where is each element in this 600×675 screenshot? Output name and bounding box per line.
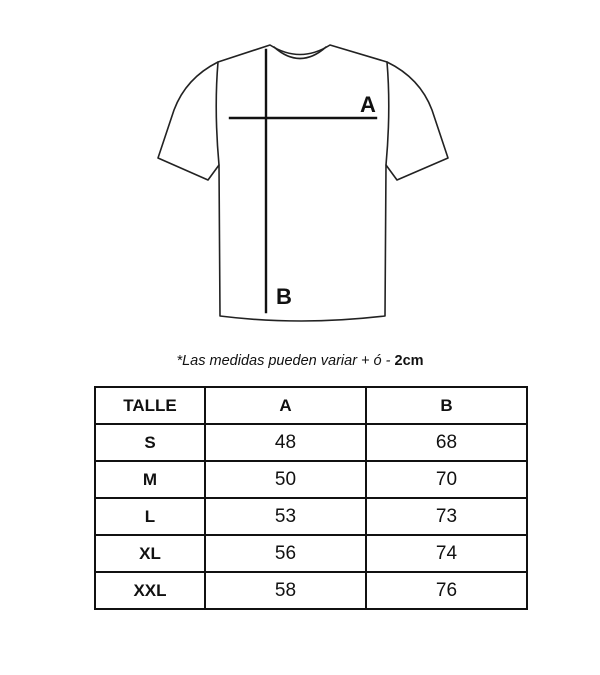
b-cell: 74	[366, 535, 527, 572]
table-header-row	[95, 387, 527, 424]
tshirt-outline	[158, 45, 448, 321]
label-b: B	[276, 284, 292, 309]
size-cell: S	[95, 424, 205, 461]
table-row	[95, 535, 527, 572]
a-cell: 58	[205, 572, 366, 609]
header-talle: TALLE	[95, 387, 205, 424]
note-text: *Las medidas pueden variar + ó -	[176, 353, 395, 369]
size-cell: XL	[95, 535, 205, 572]
size-chart-table	[94, 386, 528, 610]
left-sleeve-seam	[216, 62, 219, 165]
b-cell: 73	[366, 498, 527, 535]
right-sleeve-seam	[386, 62, 389, 165]
a-cell: 56	[205, 535, 366, 572]
size-cell: XXL	[95, 572, 205, 609]
table-row	[95, 498, 527, 535]
size-cell: L	[95, 498, 205, 535]
a-cell: 50	[205, 461, 366, 498]
size-cell: M	[95, 461, 205, 498]
note-tolerance: 2cm	[394, 353, 424, 369]
header-b: B	[366, 387, 527, 424]
a-cell: 48	[205, 424, 366, 461]
label-a: A	[360, 92, 376, 117]
a-cell: 53	[205, 498, 366, 535]
b-cell: 70	[366, 461, 527, 498]
header-a: A	[205, 387, 366, 424]
b-cell: 68	[366, 424, 527, 461]
tshirt-collar	[274, 47, 326, 59]
b-cell: 76	[366, 572, 527, 609]
table-row	[95, 424, 527, 461]
measurement-note	[0, 353, 600, 369]
table-row	[95, 572, 527, 609]
table-row	[95, 461, 527, 498]
